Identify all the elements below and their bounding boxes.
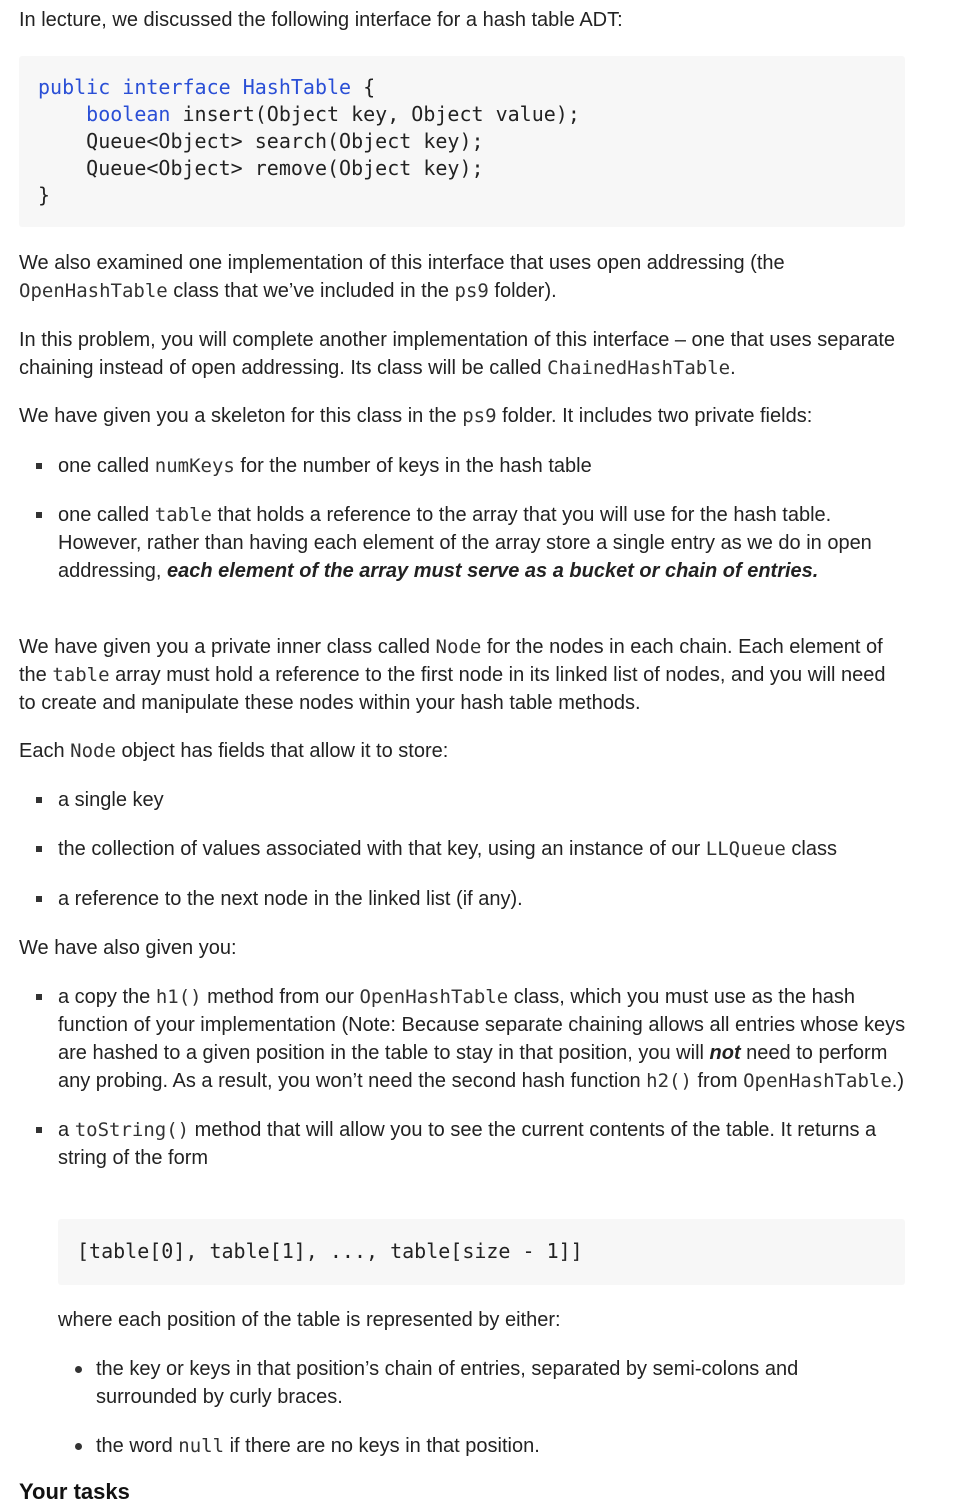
list-item: a single key — [19, 786, 909, 814]
code-open-brace: { — [363, 75, 376, 99]
text: We have given you a private inner class called — [19, 636, 436, 658]
text: class — [785, 838, 837, 860]
list-item — [19, 501, 889, 585]
text: that holds a reference to the array that you will use for the hash table. However, rather than having each element of the array store a single entry as we do in open addressing, — [58, 504, 872, 582]
problem-paragraph — [19, 326, 909, 382]
tostring-format-code: [table[0], table[1], ..., table[size - 1]] — [77, 1239, 583, 1263]
text: if there are no keys in that position. — [224, 1435, 540, 1457]
ps9-code: ps9 — [454, 280, 489, 302]
table-code: table — [52, 664, 110, 686]
numkeys-code: numKeys — [154, 455, 235, 477]
intro-paragraph: In lecture, we discussed the following interface for a hash table ADT: — [19, 9, 623, 31]
text: object has fields that allow it to store: — [115, 740, 449, 762]
h2-code: h2() — [646, 1070, 692, 1092]
text: folder). — [488, 280, 557, 302]
given-list — [19, 983, 909, 1172]
llqueue-code: LLQueue — [705, 838, 786, 860]
text: the collection of values associated with that key, using an instance of our — [58, 838, 706, 860]
also-given-paragraph: We have also given you: — [19, 937, 237, 959]
list-item — [58, 1432, 878, 1460]
list-item: a reference to the next node in the linked list (if any). — [19, 885, 909, 913]
interface-code-block — [19, 56, 905, 227]
text: a copy the — [58, 986, 156, 1008]
examined-paragraph — [19, 249, 909, 305]
node-code: Node — [435, 636, 482, 658]
code-keyword: public interface — [38, 75, 231, 99]
text: a — [58, 1119, 75, 1141]
text: class, which you must use as the hash function of your implementation (Note: Because separate chaining allows all entries whose keys are hashed to a given position in the table to stay in that position, you will — [58, 986, 906, 1064]
tostring-format-code-block — [58, 1219, 905, 1285]
emphasis-text: each element of the array must serve as a bucket or chain of entries. — [166, 560, 819, 582]
null-code: null — [178, 1435, 225, 1457]
list-item — [19, 452, 889, 480]
text: for the nodes in each chain. Each element of the — [19, 636, 883, 686]
code-interface-name: HashTable — [242, 75, 352, 99]
list-item — [19, 983, 909, 1095]
code-insert-signature: insert(Object key, Object value); — [182, 102, 580, 126]
text: We have given you a skeleton for this class in the — [19, 405, 463, 427]
where-paragraph: where each position of the table is represented by either: — [58, 1309, 561, 1331]
node-paragraph — [19, 633, 899, 717]
text: folder. It includes two private fields: — [496, 405, 813, 427]
text: one called — [58, 455, 155, 477]
code-boolean-type: boolean — [86, 102, 171, 126]
text: Each — [19, 740, 71, 762]
text: .) — [891, 1070, 904, 1092]
node-code: Node — [70, 740, 116, 762]
h1-code: h1() — [155, 986, 202, 1008]
openhashtable-code: OpenHashTable — [743, 1070, 892, 1092]
node-fields-list — [19, 786, 909, 913]
tostring-code: toString() — [74, 1119, 190, 1141]
text: need to perform any probing. As a result, you won’t need the second hash function — [58, 1042, 888, 1092]
text: We also examined one implementation of this interface that uses open addressing (the — [19, 252, 785, 274]
text: one called — [58, 504, 155, 526]
section-heading: Your tasks — [19, 1479, 130, 1504]
interface-code — [38, 74, 580, 209]
chainedhashtable-code: ChainedHashTable — [547, 357, 731, 379]
private-fields-list — [19, 452, 889, 585]
representation-list — [58, 1355, 878, 1460]
list-item — [19, 1116, 909, 1172]
code-close-brace: } — [38, 183, 51, 207]
code-remove-signature: Queue<Object> remove(Object key); — [86, 156, 484, 180]
skeleton-paragraph — [19, 402, 909, 430]
text: method that will allow you to see the current contents of the table. It returns a string of the form — [58, 1119, 877, 1169]
text: . — [730, 357, 736, 379]
openhashtable-code: OpenHashTable — [359, 986, 509, 1008]
list-item: the key or keys in that position’s chain of entries, separated by semi-colons and surrounded by curly braces. — [58, 1355, 878, 1411]
text: In this problem, you will complete another implementation of this interface – one that uses separate chaining instead of open addressing. Its class will be called — [19, 329, 896, 379]
text: for the number of keys in the hash table — [234, 455, 592, 477]
text: method from our — [201, 986, 360, 1008]
text: from — [691, 1070, 744, 1092]
emphasis-text: not — [709, 1042, 741, 1064]
text: class that we’ve included in the — [167, 280, 455, 302]
text: array must hold a reference to the first node in its linked list of nodes, and you will need to create and manipulate these nodes within your hash table methods. — [19, 664, 886, 714]
openhashtable-code: OpenHashTable — [19, 280, 168, 302]
code-search-signature: Queue<Object> search(Object key); — [86, 129, 484, 153]
list-item — [19, 835, 909, 863]
ps9-code: ps9 — [462, 405, 497, 427]
each-node-paragraph — [19, 737, 909, 765]
text: the word — [96, 1435, 179, 1457]
table-code: table — [154, 504, 212, 526]
